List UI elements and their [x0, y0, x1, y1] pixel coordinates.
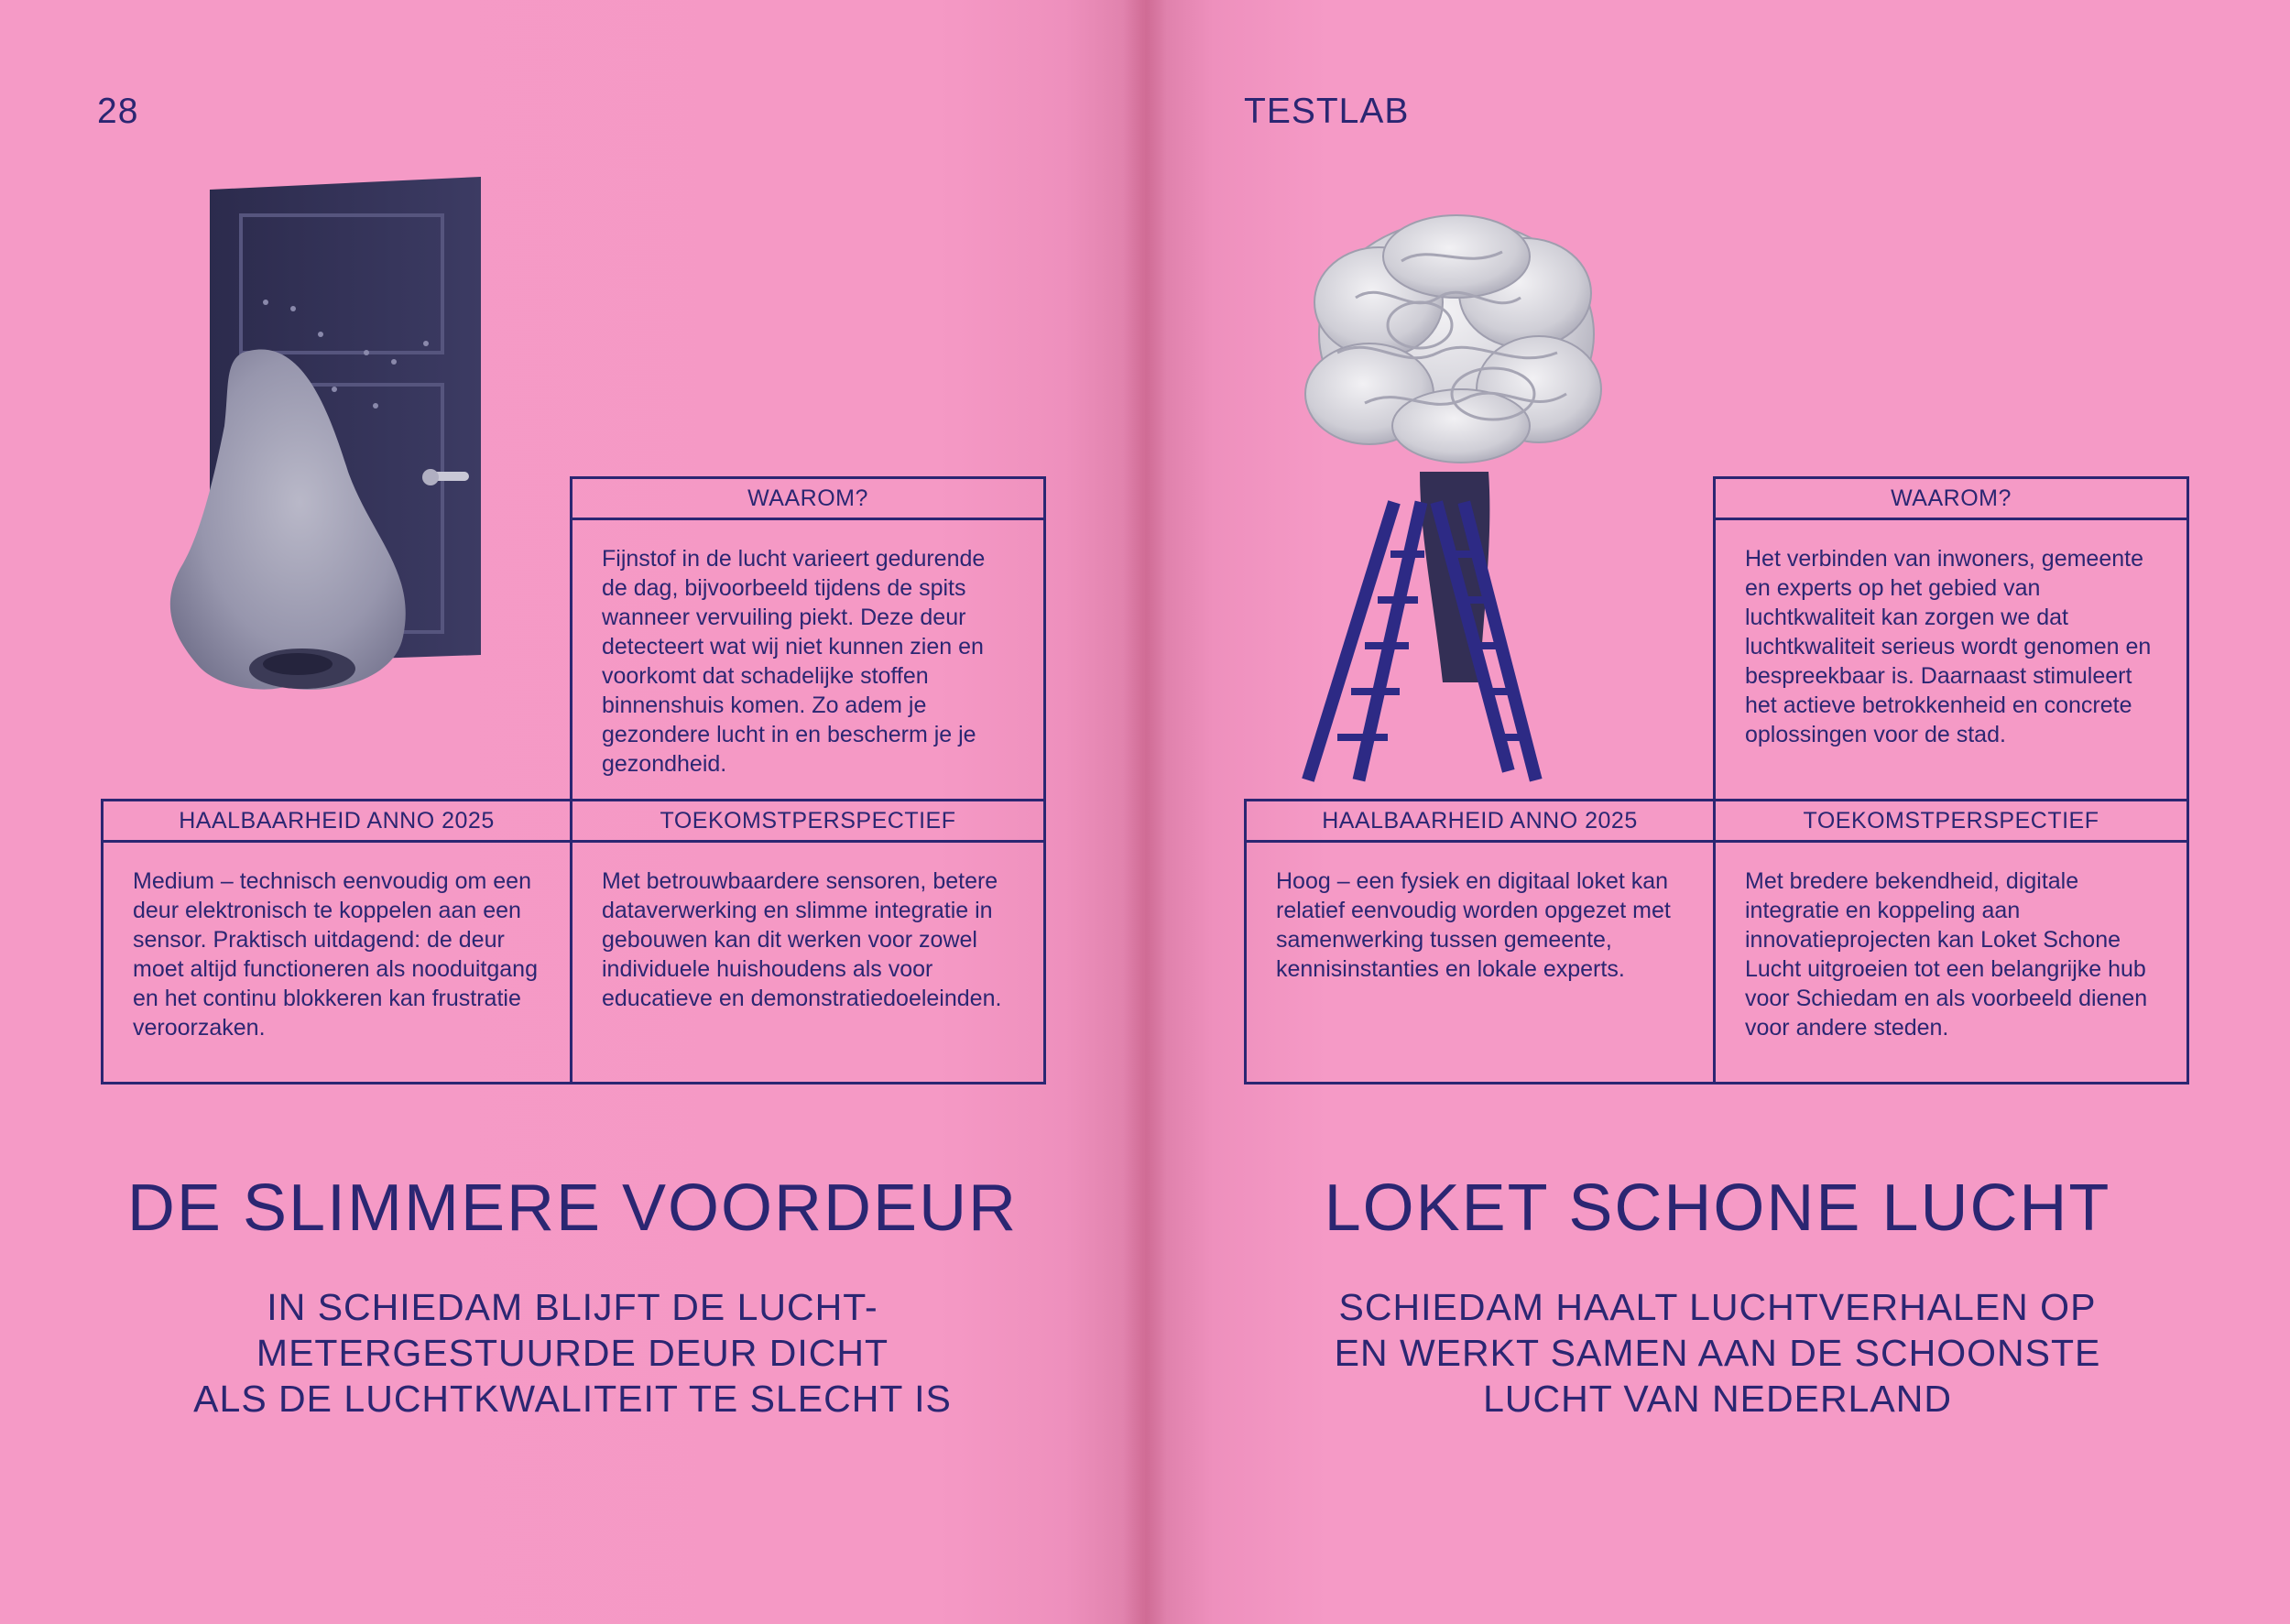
subtitle-line: LUCHT VAN NEDERLAND	[1483, 1378, 1952, 1420]
feasibility-header: HAALBAARHEID ANNO 2025	[1247, 801, 1713, 843]
feasibility-header: HAALBAARHEID ANNO 2025	[104, 801, 570, 843]
subtitle-line: ALS DE LUCHTKWALITEIT TE SLECHT IS	[193, 1378, 952, 1420]
future-header: TOEKOMSTPERSPECTIEF	[1716, 801, 2186, 843]
why-header: WAAROM?	[572, 479, 1043, 520]
door-nose-illustration	[114, 169, 499, 719]
subtitle-line: IN SCHIEDAM BLIJFT DE LUCHT-	[267, 1286, 878, 1328]
right-page	[1145, 0, 2290, 1624]
why-header: WAAROM?	[1716, 479, 2186, 520]
feasibility-body: Hoog – een fysiek en digitaal loket kan relatief eenvoudig worden opgezet met samenwerking tussen gemeente, kennisinstanties en lokale experts.	[1276, 868, 1671, 982]
page-subtitle	[0, 1284, 1145, 1422]
future-cell	[1713, 799, 2189, 1084]
subtitle-line: SCHIEDAM HAALT LUCHTVERHALEN OP	[1338, 1286, 2097, 1328]
future-body: Met bredere bekendheid, digitale integratie en koppeling aan innovatieprojecten kan Loket Schone Lucht uitgroeien tot een belangrijke hub voor Schiedam en als voorbeeld dienen voor andere steden.	[1745, 868, 2148, 1041]
running-head: TESTLAB	[1244, 92, 1410, 131]
page-title: LOKET SCHONE LUCHT	[1324, 1172, 2111, 1245]
page-title: DE SLIMMERE VOORDEUR	[126, 1172, 1019, 1245]
why-cell	[570, 476, 1046, 801]
spine-gutter	[1123, 0, 1167, 1624]
feasibility-body: Medium – technisch eenvoudig om een deur elektronisch te koppelen aan een sensor. Praktisch uitdagend: de deur moet altijd functioneren als nooduitgang en het continu blokkeren kan frustratie veroorzaken.	[133, 868, 538, 1041]
feasibility-cell	[101, 799, 572, 1084]
subtitle-line: EN WERKT SAMEN AAN DE SCHOONSTE	[1334, 1332, 2101, 1374]
future-body: Met betrouwbaardere sensoren, betere dataverwerking en slimme integratie in gebouwen kan dit werken voor zowel individuele huishoudens als voor educatieve en demonstratiedoeleinden.	[602, 868, 1002, 1011]
why-body: Het verbinden van inwoners, gemeente en experts op het gebied van luchtkwaliteit kan zorgen we dat luchtkwaliteit serieus wordt genomen en bespreekbaar is. Daarnaast stimuleert het actieve betrokkenheid en concrete oplossingen voor de stad.	[1745, 546, 2152, 747]
why-body: Fijnstof in de lucht varieert gedurende de dag, bijvoorbeeld tijdens de spits wanneer vervuiling piekt. Deze deur detecteert wat wij niet kunnen zien en voorkomt dat schadelijke stoffen binnenshuis komen. Zo adem je gezondere lucht in en bescherm je je gezondheid.	[602, 546, 986, 777]
page-number: 28	[97, 92, 139, 131]
ladder-tubes-illustration	[1282, 206, 1630, 783]
feasibility-cell	[1244, 799, 1716, 1084]
future-cell	[570, 799, 1046, 1084]
page-subtitle	[1145, 1284, 2290, 1422]
why-cell	[1713, 476, 2189, 801]
future-header: TOEKOMSTPERSPECTIEF	[572, 801, 1043, 843]
subtitle-line: METERGESTUURDE DEUR DICHT	[256, 1332, 889, 1374]
